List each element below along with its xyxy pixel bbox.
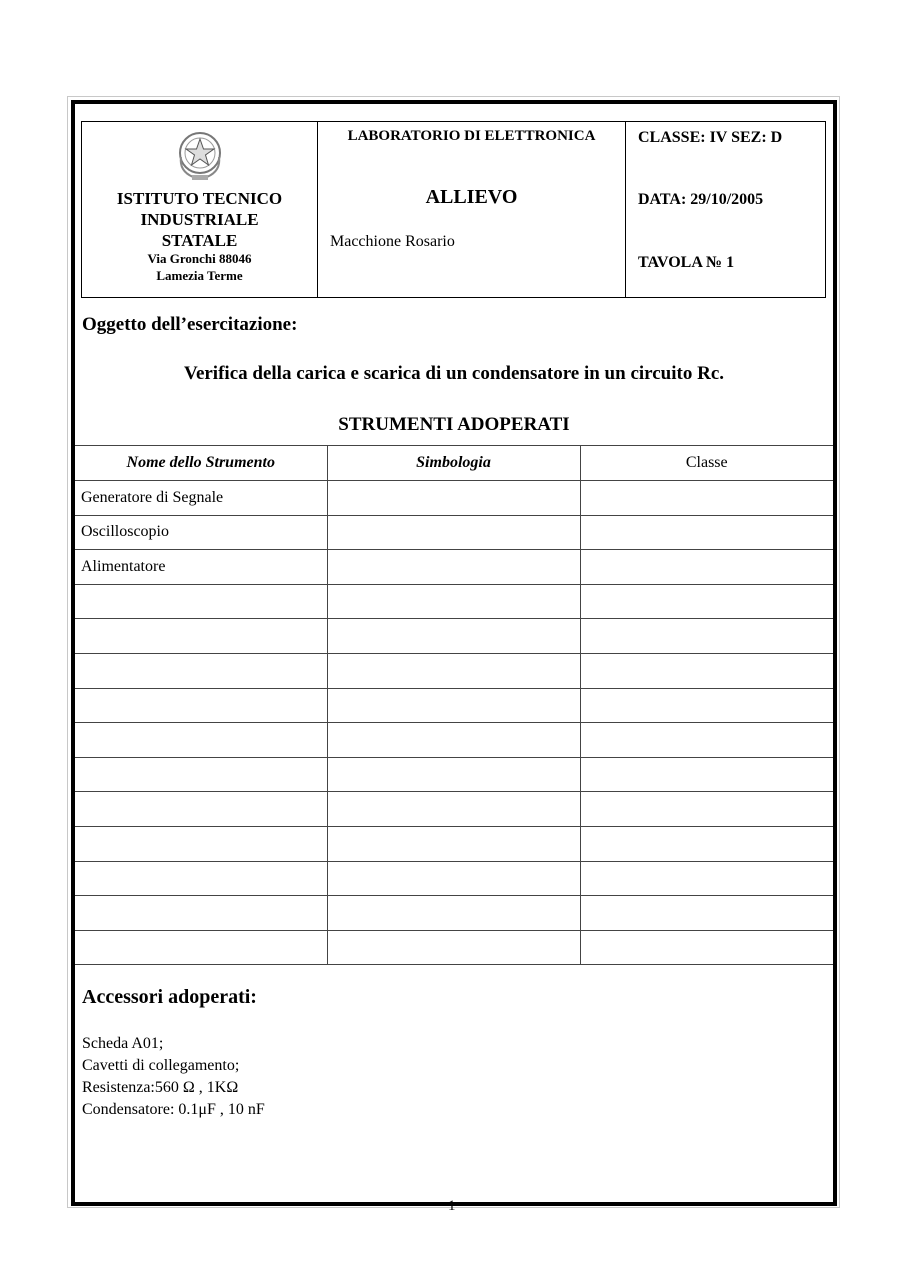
table-row [75,688,833,723]
accessory-item: Scheda A01; [82,1035,164,1052]
table-row [75,896,833,931]
cell-symbol [327,723,580,758]
student-cell [318,122,626,297]
info-cell [626,122,825,297]
student-name: Macchione Rosario [330,233,455,250]
school-name-line3: STATALE [161,231,238,250]
school-address [82,250,317,284]
cell-instrument-name [75,930,327,965]
header-table [81,121,826,298]
cell-class [580,930,833,965]
table-header-row [75,446,833,481]
column-header-symbol: Simbologia [327,446,580,481]
student-heading: ALLIEVO [425,186,518,208]
school-name [82,188,317,251]
cell-instrument-name [75,896,327,931]
column-header-class: Classe [580,446,833,481]
table-row [75,723,833,758]
instruments-table [75,445,833,965]
table-row [75,826,833,861]
cell-class [580,757,833,792]
table-row [75,757,833,792]
cell-class [580,723,833,758]
cell-instrument-name [75,792,327,827]
cell-instrument-name [75,584,327,619]
instruments-title: STRUMENTI ADOPERATI [338,414,570,435]
table-row [75,515,833,550]
cell-instrument-name [75,653,327,688]
cell-instrument-name: Alimentatore [75,550,327,585]
italian-republic-emblem-icon [175,127,225,183]
cell-instrument-name [75,688,327,723]
cell-instrument-name [75,757,327,792]
cell-class [580,619,833,654]
table-row [75,930,833,965]
cell-symbol [327,792,580,827]
accessory-item: Condensatore: 0.1μF , 10 nF [82,1101,265,1118]
cell-class [580,653,833,688]
cell-symbol [327,861,580,896]
cell-class [580,584,833,619]
cell-symbol [327,688,580,723]
cell-class [580,792,833,827]
cell-symbol [327,826,580,861]
school-name-line2: INDUSTRIALE [140,210,259,229]
cell-instrument-name [75,861,327,896]
cell-symbol [327,584,580,619]
accessory-item: Resistenza:560 Ω , 1KΩ [82,1079,239,1096]
table-row [75,861,833,896]
accessories-list [82,1033,265,1121]
lab-title: LABORATORIO DI ELETTRONICA [347,128,596,144]
school-cell [82,122,318,297]
cell-symbol [327,515,580,550]
table-row [75,619,833,654]
subject-label: Oggetto dell’esercitazione: [82,314,298,335]
cell-symbol [327,550,580,585]
cell-class [580,550,833,585]
table-row [75,653,833,688]
cell-instrument-name [75,619,327,654]
class-section: CLASSE: IV SEZ: D [638,129,783,146]
cell-symbol [327,930,580,965]
column-header-name: Nome dello Strumento [75,446,327,481]
cell-class [580,481,833,516]
cell-symbol [327,481,580,516]
cell-symbol [327,757,580,792]
table-row [75,550,833,585]
cell-symbol [327,653,580,688]
school-address-line1: Via Gronchi 88046 [147,251,252,266]
cell-class [580,861,833,896]
school-address-line2: Lamezia Terme [156,268,243,283]
cell-instrument-name: Oscilloscopio [75,515,327,550]
date: DATA: 29/10/2005 [638,191,764,208]
table-row [75,792,833,827]
cell-instrument-name [75,826,327,861]
cell-symbol [327,896,580,931]
subject-text: Verifica della carica e scarica di un condensatore in un circuito Rc. [183,363,725,384]
cell-instrument-name: Generatore di Segnale [75,481,327,516]
accessory-item: Cavetti di collegamento; [82,1057,240,1074]
cell-symbol [327,619,580,654]
table-number: TAVOLA № 1 [638,254,735,271]
table-row [75,584,833,619]
table-row [75,481,833,516]
cell-instrument-name [75,723,327,758]
cell-class [580,515,833,550]
cell-class [580,826,833,861]
cell-class [580,896,833,931]
page-number: 1 [448,1198,456,1214]
cell-class [580,688,833,723]
school-name-line1: ISTITUTO TECNICO [116,189,283,208]
accessories-title: Accessori adoperati: [82,986,257,1008]
